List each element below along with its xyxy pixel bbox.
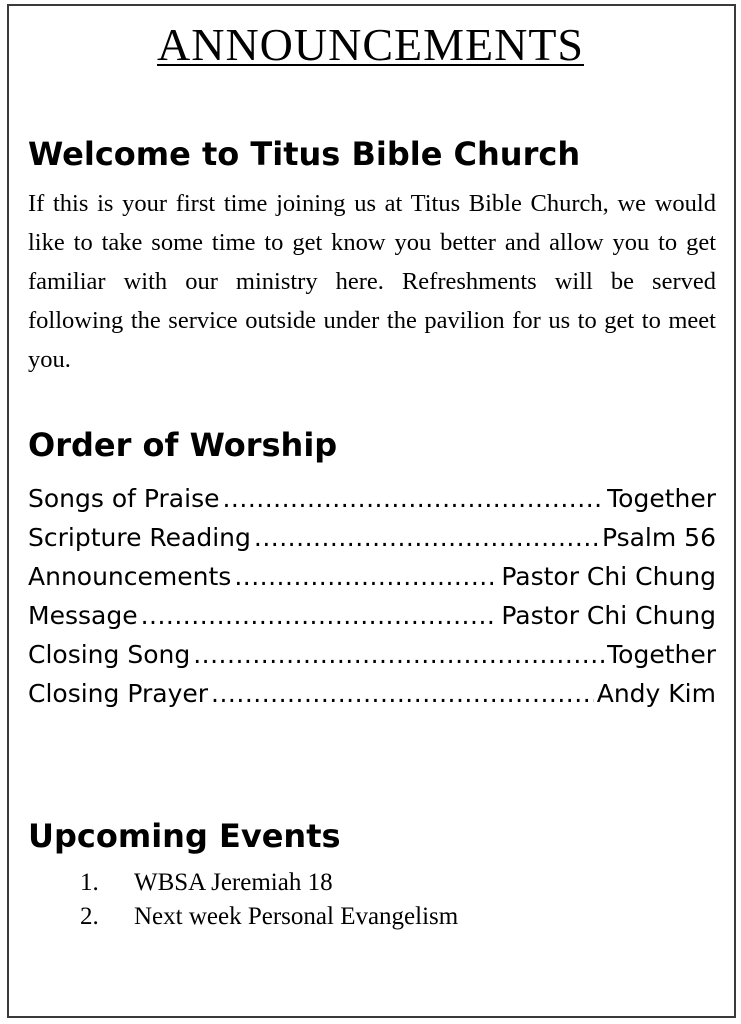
order-leader-name: Together (607, 484, 716, 513)
page-title-text: ANNOUNCEMENTS (157, 19, 584, 70)
welcome-paragraph: If this is your first time joining us at Titus Bible Church, we would like to take some time to get know you better and allow you to get familiar with our ministry here. Refreshments will be served following the service outside under the pavilion for us to get to meet you. (28, 190, 716, 373)
order-row (28, 557, 716, 596)
order-of-worship-list (28, 479, 716, 713)
dot-leader (211, 674, 594, 713)
order-row (28, 596, 716, 635)
order-row (28, 674, 716, 713)
page-title (0, 16, 741, 74)
order-leader-name: Pastor Chi Chung (501, 601, 716, 630)
event-text: WBSA Jeremiah 18 (134, 869, 333, 896)
order-item: Closing Song (28, 640, 191, 669)
order-leader-name: Psalm 56 (601, 523, 716, 552)
events-heading: Upcoming Events (28, 817, 341, 855)
list-number: 2. (80, 903, 99, 930)
order-row (28, 635, 716, 674)
event-text: Next week Personal Evangelism (134, 903, 459, 930)
dot-leader (193, 635, 604, 674)
dot-leader (254, 518, 599, 557)
order-leader-name: Together (607, 640, 716, 669)
order-item: Message (28, 601, 138, 630)
order-row (28, 518, 716, 557)
list-item (80, 866, 458, 900)
order-item: Scripture Reading (28, 523, 251, 552)
order-row (28, 479, 716, 518)
order-item: Songs of Praise (28, 484, 220, 513)
list-item (80, 900, 458, 934)
upcoming-events-list (80, 866, 458, 934)
dot-leader (234, 557, 498, 596)
order-item: Announcements (28, 562, 232, 591)
welcome-heading: Welcome to Titus Bible Church (28, 135, 581, 173)
order-leader-name: Pastor Chi Chung (501, 562, 716, 591)
dot-leader (141, 596, 499, 635)
list-number: 1. (80, 869, 99, 896)
order-item: Closing Prayer (28, 679, 209, 708)
order-heading: Order of Worship (28, 426, 338, 464)
dot-leader (222, 479, 604, 518)
order-leader-name: Andy Kim (596, 679, 716, 708)
